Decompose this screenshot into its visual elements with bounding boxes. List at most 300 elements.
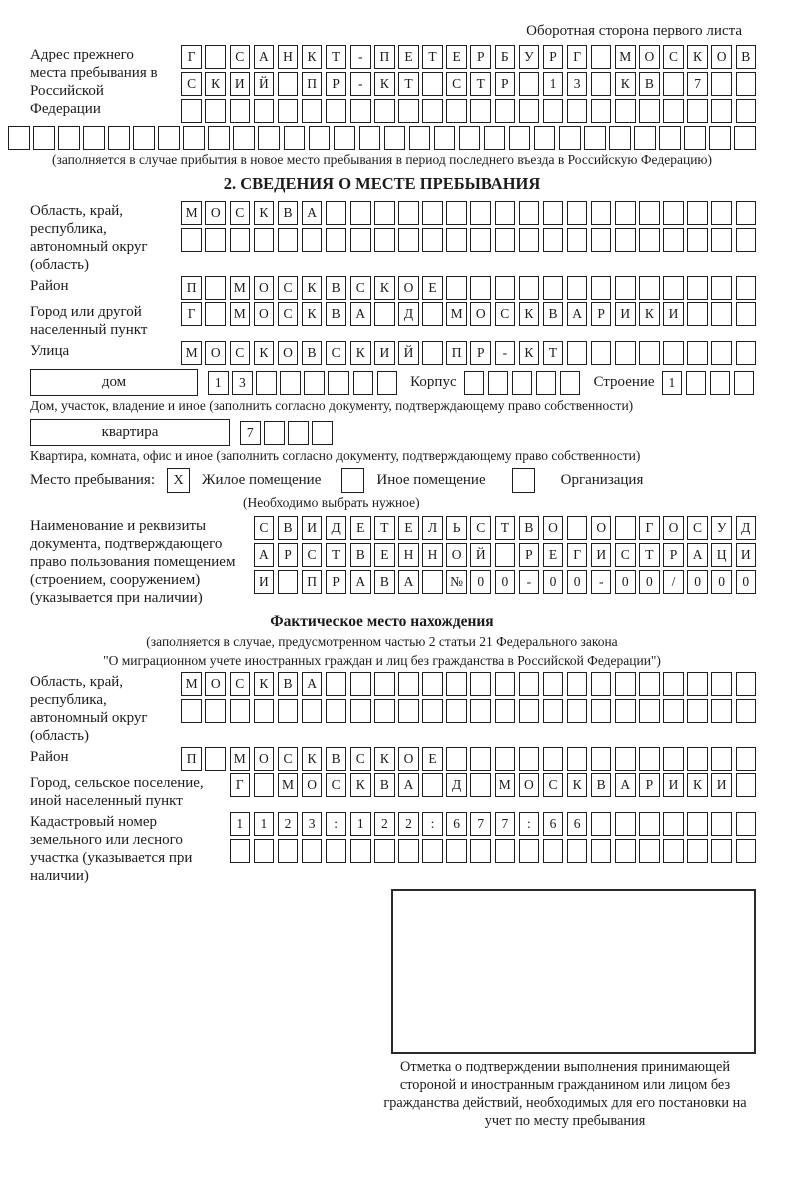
char-box: [181, 699, 202, 723]
char-box: [639, 99, 660, 123]
apartment-note: Квартира, комната, офис и иное (заполнить согласно документу, подтверждающему право собственности): [30, 448, 641, 463]
char-box: 2: [278, 812, 299, 836]
char-box: [422, 341, 443, 365]
char-box: У: [711, 516, 732, 540]
char-box: [302, 99, 323, 123]
char-box: [687, 201, 708, 225]
char-box: [422, 773, 443, 797]
header-note: Оборотная сторона первого листа: [526, 23, 742, 39]
char-box: [254, 839, 275, 863]
char-box: У: [519, 45, 540, 69]
char-box: [470, 201, 491, 225]
char-box: С: [543, 773, 564, 797]
char-box: [687, 672, 708, 696]
char-box: [736, 228, 757, 252]
char-box: А: [398, 570, 419, 594]
char-box: [710, 371, 731, 395]
char-box: [495, 672, 516, 696]
char-box: С: [326, 341, 347, 365]
char-box: [519, 276, 540, 300]
char-box: [495, 276, 516, 300]
char-box: 7: [687, 72, 708, 96]
char-box: [205, 276, 226, 300]
char-box: 6: [543, 812, 564, 836]
actual-location-title: Фактическое место нахождения: [270, 613, 494, 630]
char-box: [446, 839, 467, 863]
char-box: В: [519, 516, 540, 540]
apartment-field-label: квартира: [30, 419, 230, 446]
stay-note: (Необходимо выбрать нужное): [243, 495, 420, 510]
char-box: [709, 126, 731, 150]
char-box: [288, 421, 309, 445]
char-box: М: [230, 276, 251, 300]
document-row-1: [254, 516, 756, 540]
char-box: [326, 201, 347, 225]
char-box: Р: [663, 543, 684, 567]
char-box: [543, 699, 564, 723]
char-box: [83, 126, 105, 150]
char-box: [534, 126, 556, 150]
char-box: С: [230, 201, 251, 225]
char-box: [312, 421, 333, 445]
char-box: М: [230, 302, 251, 326]
char-box: С: [615, 543, 636, 567]
char-box: Д: [446, 773, 467, 797]
char-box: [230, 699, 251, 723]
char-box: [736, 839, 757, 863]
char-box: [470, 747, 491, 771]
house-cells: [208, 371, 397, 395]
prev-address-row-4: [8, 126, 756, 150]
char-box: К: [302, 302, 323, 326]
char-box: [639, 839, 660, 863]
char-box: [108, 126, 130, 150]
char-box: [422, 699, 443, 723]
char-box: [326, 672, 347, 696]
char-box: М: [615, 45, 636, 69]
char-box: [687, 228, 708, 252]
char-box: [543, 99, 564, 123]
char-box: А: [302, 201, 323, 225]
char-box: А: [398, 773, 419, 797]
char-box: [615, 276, 636, 300]
char-box: Т: [422, 45, 443, 69]
char-box: [639, 747, 660, 771]
char-box: 6: [567, 812, 588, 836]
korpus-cells: [464, 371, 581, 395]
char-box: К: [350, 773, 371, 797]
street-block: [8, 341, 756, 365]
char-box: К: [374, 276, 395, 300]
region-rows: [181, 201, 756, 252]
char-box: [33, 126, 55, 150]
district-row: [181, 276, 756, 300]
char-box: [686, 371, 707, 395]
stay-type-row: [30, 468, 756, 493]
char-box: 0: [495, 570, 516, 594]
char-box: [687, 302, 708, 326]
char-box: [663, 341, 684, 365]
char-box: А: [254, 45, 275, 69]
char-box: [8, 126, 30, 150]
char-box: [254, 228, 275, 252]
actual-location-note-2: "О миграционном учете иностранных граждан и лиц без гражданства в Российской Федерации"): [103, 653, 661, 668]
char-box: Е: [422, 747, 443, 771]
checkbox-inoe: [341, 468, 364, 493]
char-box: [205, 228, 226, 252]
char-box: [328, 371, 349, 395]
char-box: 0: [615, 570, 636, 594]
document-label: Наименование и реквизиты документа, подтверждающего право пользования помещением (строением, сооружением) (указывается при наличии): [30, 518, 236, 606]
stay-type-label: Место пребывания:: [30, 472, 155, 488]
char-box: [302, 839, 323, 863]
char-box: [470, 839, 491, 863]
char-box: Т: [398, 72, 419, 96]
char-box: [464, 371, 485, 395]
char-box: [615, 201, 636, 225]
char-box: Н: [278, 45, 299, 69]
char-box: И: [254, 570, 275, 594]
cadastral-rows: [230, 812, 756, 863]
char-box: Р: [495, 72, 516, 96]
char-box: [519, 672, 540, 696]
char-box: С: [278, 747, 299, 771]
char-box: 0: [639, 570, 660, 594]
region-row-2: [181, 228, 756, 252]
char-box: Т: [326, 45, 347, 69]
checkbox-organizaciya: [512, 468, 535, 493]
actual-region-label: Область, край, республика, автономный округ (область): [30, 674, 148, 744]
char-box: [374, 228, 395, 252]
char-box: О: [398, 276, 419, 300]
document-rows: [254, 516, 756, 594]
char-box: [256, 371, 277, 395]
char-box: [736, 812, 757, 836]
char-box: [567, 699, 588, 723]
char-box: Р: [639, 773, 660, 797]
char-box: Р: [470, 341, 491, 365]
char-box: [470, 773, 491, 797]
char-box: П: [181, 276, 202, 300]
char-box: [326, 839, 347, 863]
char-box: :: [519, 812, 540, 836]
char-box: [446, 228, 467, 252]
korpus-label: Корпус: [410, 374, 457, 390]
char-box: В: [736, 45, 757, 69]
char-box: [374, 99, 395, 123]
char-box: [663, 228, 684, 252]
char-box: Р: [470, 45, 491, 69]
char-box: [280, 371, 301, 395]
char-box: [567, 228, 588, 252]
char-box: Г: [639, 516, 660, 540]
char-box: [734, 126, 756, 150]
char-box: А: [254, 543, 275, 567]
char-box: [374, 839, 395, 863]
char-box: [663, 747, 684, 771]
char-box: [543, 839, 564, 863]
street-label: Улица: [30, 343, 70, 359]
char-box: [663, 839, 684, 863]
char-box: [687, 341, 708, 365]
char-box: [326, 99, 347, 123]
char-box: М: [495, 773, 516, 797]
char-box: К: [374, 72, 395, 96]
char-box: 2: [398, 812, 419, 836]
char-box: [663, 72, 684, 96]
char-box: Ц: [711, 543, 732, 567]
char-box: М: [278, 773, 299, 797]
char-box: [398, 99, 419, 123]
char-box: В: [326, 302, 347, 326]
char-box: [736, 201, 757, 225]
char-box: Р: [326, 72, 347, 96]
prev-address-label: Адрес прежнего места пребывания в Российской Федерации: [30, 47, 158, 117]
char-box: [711, 747, 732, 771]
char-box: [470, 699, 491, 723]
char-box: О: [205, 201, 226, 225]
char-box: [183, 126, 205, 150]
char-box: [711, 699, 732, 723]
char-box: [230, 99, 251, 123]
char-box: [495, 747, 516, 771]
char-box: [384, 126, 406, 150]
char-box: [663, 201, 684, 225]
char-box: [133, 126, 155, 150]
char-box: Т: [495, 516, 516, 540]
char-box: [591, 341, 612, 365]
char-box: [309, 126, 331, 150]
char-box: П: [302, 72, 323, 96]
char-box: [615, 341, 636, 365]
char-box: [615, 699, 636, 723]
char-box: С: [663, 45, 684, 69]
char-box: [615, 516, 636, 540]
street-row: [181, 341, 756, 365]
char-box: О: [254, 747, 275, 771]
char-box: -: [519, 570, 540, 594]
char-box: Т: [543, 341, 564, 365]
char-box: О: [543, 516, 564, 540]
actual-city-row: [230, 773, 756, 797]
actual-district-label: Район: [30, 749, 69, 765]
char-box: [543, 276, 564, 300]
char-box: [254, 99, 275, 123]
char-box: [398, 672, 419, 696]
char-box: 6: [446, 812, 467, 836]
char-box: [353, 371, 374, 395]
char-box: [543, 747, 564, 771]
char-box: [446, 672, 467, 696]
char-box: [422, 228, 443, 252]
char-box: А: [350, 302, 371, 326]
char-box: [326, 699, 347, 723]
char-box: 7: [495, 812, 516, 836]
char-box: 7: [470, 812, 491, 836]
char-box: [634, 126, 656, 150]
char-box: Т: [639, 543, 660, 567]
cadastral-row-1: [230, 812, 756, 836]
char-box: [663, 812, 684, 836]
char-box: Р: [519, 543, 540, 567]
char-box: [495, 543, 516, 567]
char-box: [422, 302, 443, 326]
char-box: [58, 126, 80, 150]
char-box: [711, 72, 732, 96]
char-box: [639, 201, 660, 225]
checkbox-zhiloe: X: [167, 468, 190, 493]
char-box: [591, 276, 612, 300]
char-box: [359, 126, 381, 150]
char-box: К: [519, 341, 540, 365]
char-box: [284, 126, 306, 150]
char-box: 1: [543, 72, 564, 96]
char-box: О: [519, 773, 540, 797]
char-box: С: [687, 516, 708, 540]
char-box: [422, 570, 443, 594]
stamp-note: Отметка о подтверждении выполнения принимающей стороной и иностранным гражданином или лицом без гражданства действий, необходимых для его постановки на учет по месту пребывания: [383, 1059, 747, 1129]
char-box: К: [615, 72, 636, 96]
char-box: И: [663, 773, 684, 797]
char-box: [459, 126, 481, 150]
char-box: Г: [181, 45, 202, 69]
char-box: Е: [398, 45, 419, 69]
char-box: -: [350, 45, 371, 69]
char-box: [422, 839, 443, 863]
char-box: [536, 371, 557, 395]
char-box: [519, 839, 540, 863]
char-box: Т: [470, 72, 491, 96]
char-box: [591, 99, 612, 123]
char-box: С: [350, 276, 371, 300]
char-box: С: [181, 72, 202, 96]
char-box: [591, 72, 612, 96]
char-box: [350, 839, 371, 863]
char-box: :: [422, 812, 443, 836]
char-box: [278, 570, 299, 594]
char-box: В: [278, 201, 299, 225]
char-box: [591, 839, 612, 863]
char-box: [205, 302, 226, 326]
char-box: [258, 126, 280, 150]
char-box: [736, 276, 757, 300]
char-box: /: [663, 570, 684, 594]
char-box: К: [205, 72, 226, 96]
char-box: [591, 228, 612, 252]
char-box: [663, 99, 684, 123]
char-box: [205, 699, 226, 723]
char-box: [495, 228, 516, 252]
char-box: П: [181, 747, 202, 771]
char-box: [326, 228, 347, 252]
char-box: [687, 747, 708, 771]
char-box: [230, 228, 251, 252]
char-box: [208, 126, 230, 150]
stroenie-cells: [662, 371, 755, 395]
char-box: С: [446, 72, 467, 96]
char-box: И: [615, 302, 636, 326]
cadastral-label: Кадастровый номер земельного или лесного участка (указывается при наличии): [30, 814, 193, 884]
char-box: С: [470, 516, 491, 540]
char-box: С: [254, 516, 275, 540]
char-box: 3: [567, 72, 588, 96]
char-box: [374, 672, 395, 696]
char-box: Р: [326, 570, 347, 594]
char-box: [567, 516, 588, 540]
char-box: -: [591, 570, 612, 594]
section2-title: 2. СВЕДЕНИЯ О МЕСТЕ ПРЕБЫВАНИЯ: [223, 174, 541, 193]
char-box: [398, 699, 419, 723]
char-box: С: [278, 276, 299, 300]
char-box: [446, 99, 467, 123]
char-box: [687, 812, 708, 836]
char-box: В: [591, 773, 612, 797]
char-box: [495, 699, 516, 723]
char-box: [519, 72, 540, 96]
char-box: [470, 99, 491, 123]
char-box: О: [254, 276, 275, 300]
char-box: [711, 276, 732, 300]
char-box: К: [687, 773, 708, 797]
char-box: [519, 699, 540, 723]
char-box: 0: [543, 570, 564, 594]
char-box: [543, 228, 564, 252]
char-box: А: [567, 302, 588, 326]
char-box: [374, 699, 395, 723]
char-box: Е: [422, 276, 443, 300]
char-box: [736, 341, 757, 365]
char-box: [734, 371, 755, 395]
char-box: [350, 672, 371, 696]
char-box: Р: [278, 543, 299, 567]
char-box: [230, 839, 251, 863]
char-box: [711, 302, 732, 326]
actual-location-note-1: (заполняется в случае, предусмотренном частью 2 статьи 21 Федерального закона: [146, 634, 618, 649]
char-box: К: [567, 773, 588, 797]
char-box: [484, 126, 506, 150]
char-box: В: [639, 72, 660, 96]
option-zhiloe-label: Жилое помещение: [202, 472, 322, 488]
char-box: К: [254, 341, 275, 365]
char-box: А: [615, 773, 636, 797]
char-box: Г: [567, 543, 588, 567]
char-box: 1: [208, 371, 229, 395]
char-box: [560, 371, 581, 395]
char-box: -: [495, 341, 516, 365]
char-box: [254, 773, 275, 797]
char-box: [567, 839, 588, 863]
char-box: Т: [374, 516, 395, 540]
char-box: [158, 126, 180, 150]
char-box: С: [350, 747, 371, 771]
char-box: Н: [398, 543, 419, 567]
char-box: [519, 747, 540, 771]
char-box: К: [639, 302, 660, 326]
char-box: [567, 341, 588, 365]
char-box: [302, 699, 323, 723]
char-box: [687, 839, 708, 863]
char-box: П: [446, 341, 467, 365]
char-box: В: [374, 570, 395, 594]
city-block: [8, 302, 756, 339]
char-box: С: [326, 773, 347, 797]
char-box: [736, 699, 757, 723]
char-box: И: [302, 516, 323, 540]
char-box: Е: [374, 543, 395, 567]
region-block: [8, 201, 756, 274]
char-box: [398, 839, 419, 863]
apartment-cells: [240, 421, 333, 445]
